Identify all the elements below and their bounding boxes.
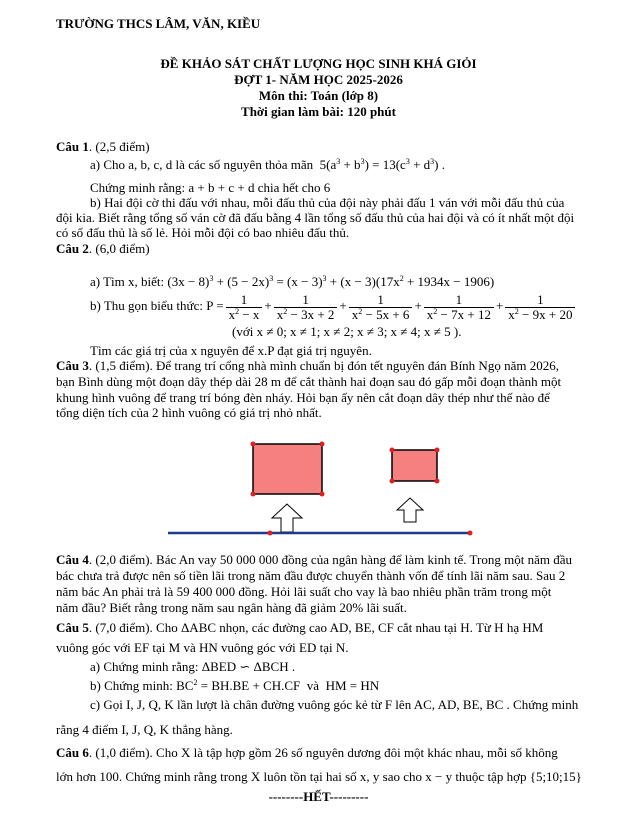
small-square-frame	[390, 448, 440, 484]
q4-line4: năm đầu? Biết rằng trong năm sau ngân hàng đã giảm 20% lãi suất.	[56, 600, 407, 615]
exam-round: ĐỢT 1- NĂM HỌC 2025-2026	[234, 72, 403, 87]
lamp-frames-illustration	[0, 430, 637, 540]
exam-time: Thời gian làm bài: 120 phút	[241, 104, 396, 119]
q2-condition: (với x ≠ 0; x ≠ 1; x ≠ 2; x ≠ 3; x ≠ 4; x ≠ 5 ).	[232, 324, 462, 339]
q3-line1: Câu 3. (1,5 điểm). Để trang trí cổng nhà mình chuẩn bị đón tết nguyên đán Bính Ngọ năm 2026,	[56, 358, 559, 373]
large-square-frame	[251, 442, 325, 497]
up-arrow-icon	[272, 504, 302, 532]
q3-line2: bạn Bình dùng một đoạn dây thép dài 28 m để cắt thành hai đoạn sau đó gấp mỗi đoạn thành một	[56, 374, 562, 389]
up-arrow-icon	[397, 498, 423, 522]
q4-line2: bác chưa trả được nên số tiền lãi trong năm đầu được chuyển thành vốn để tính lãi năm sau. Sau 2	[56, 568, 566, 583]
q6-line1: Câu 6. (1,0 điểm). Cho X là tập hợp gồm 26 số nguyên dương đôi một khác nhau, mỗi số không	[56, 745, 558, 760]
end-marker: --------HẾT---------	[268, 789, 369, 804]
q1-part-a: a) Cho a, b, c, d là các số nguyên thỏa mãn $5(a^3 + b^3) = 13(c^3 + d^3)$ .	[90, 157, 446, 172]
q6-line2: lớn hơn 100. Chứng minh rằng trong X luôn tồn tại hai số x, y sao cho x − y thuộc tập hợp {5;10;15}	[56, 769, 582, 784]
q1-part-b-line2: đội kia. Biết rằng tổng số ván cờ đã đấu bằng 4 lần tổng số đấu thủ của hai đội và có ít nhất một đội	[56, 210, 575, 225]
q5-part-b: b) Chứng minh: $BC^2 = BH.BE + CH.CF$ và HM = HN	[90, 678, 380, 693]
q5-part-c-line2: rằng 4 điểm I, J, Q, K thẳng hàng.	[56, 722, 233, 737]
q5-line1: Câu 5. (7,0 điểm). Cho ΔABC nhọn, các đường cao AD, BE, CF cắt nhau tại H. Từ H hạ HM	[56, 620, 544, 635]
q3-line4: tổng diện tích của 2 hình vuông có giá trị nhỏ nhất.	[56, 405, 322, 420]
exam-title: ĐỀ KHẢO SÁT CHẤT LƯỢNG HỌC SINH KHÁ GIỎI	[160, 56, 477, 71]
q5-part-c-line1: c) Gọi I, J, Q, K lần lượt là chân đường vuông góc kẻ từ F lên AC, AD, BE, BC . Chứng minh	[90, 697, 579, 712]
q2-part-b-expression: b) Thu gọn biểu thức: P = $\frac{1}{x^2 - x}$ + $\frac{1}{x^2 - 3x + 2}$ + $\frac{1}{x^2 - 5x + 6}$ + $\frac{1}{x^2 - 7x + 12}$ + $\frac{1}{x^2 - 9x + 20}$	[90, 291, 577, 322]
q2-find: Tìm các giá trị của x nguyên để x.P đạt giá trị nguyên.	[90, 343, 372, 358]
q1-part-b-line3: có số đấu thủ là số lẻ. Hỏi mỗi đội có bao nhiêu đấu thủ.	[56, 225, 350, 240]
school-name: TRƯỜNG THCS LÂM, VĂN, KIỀU	[56, 16, 261, 31]
exam-subject: Môn thi: Toán (lớp 8)	[258, 88, 379, 103]
q4-line1: Câu 4. (2,0 điểm). Bác An vay 50 000 000 đồng của ngân hàng để làm kinh tế. Trong một năm đầu	[56, 552, 572, 567]
q1-prove: Chứng minh rằng: a + b + c + d chia hết cho 6	[90, 180, 331, 195]
q4-line3: năm bác An phải trả là 59 400 000 đồng. Hỏi lãi suất cho vay là bao nhiêu phần trăm trong một	[56, 584, 552, 599]
q3-line3: khung hình vuông để trang trí bóng đèn nháy. Hỏi bạn ấy nên cắt đoạn dây thép như thế nào để	[56, 390, 550, 405]
q2-heading: Câu 2. (6,0 điểm)	[56, 241, 150, 256]
q1-heading: Câu 1. (2,5 điểm)	[56, 139, 150, 154]
q5-line2: vuông góc với EF tại M và HN vuông góc với ED tại N.	[56, 640, 349, 655]
q2-part-a: a) Tìm x, biết: $(3x - 8)^3 + (5 - 2x)^3 = (x - 3)^3 + (x - 3)(17x^2 + 1934x - 1906)$	[90, 274, 495, 289]
q1-part-b-line1: b) Hai đội cờ thi đấu với nhau, mỗi đấu thủ của đội này phải đấu 1 ván với mỗi đấu thủ của	[90, 195, 565, 210]
q5-part-a: a) Chứng minh rằng: ΔBED ∽ ΔBCH .	[90, 659, 296, 674]
